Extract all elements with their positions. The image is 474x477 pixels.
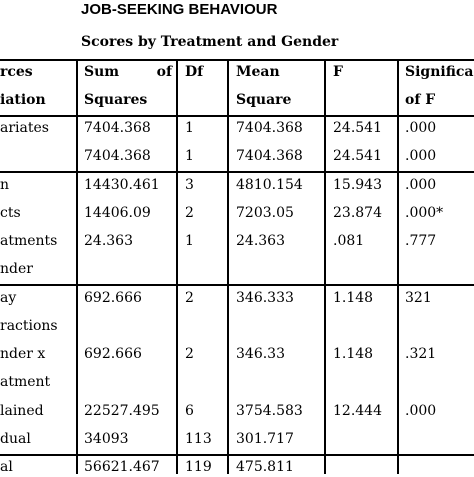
- cell-sig: .000*: [405, 205, 444, 221]
- column-rule: [227, 59, 229, 474]
- cell-mean: 24.363: [236, 233, 285, 249]
- table-title: JOB-SEEKING BEHAVIOUR: [81, 1, 278, 18]
- header-signif-line2: of F: [405, 92, 436, 108]
- cell-mean: 7203.05: [236, 205, 294, 221]
- table-rule: [0, 454, 474, 456]
- cell-sum: 24.363: [84, 233, 133, 249]
- cell-df: 2: [185, 346, 194, 362]
- cell-sum: 34093: [84, 431, 129, 447]
- cell-sig: .000: [405, 177, 437, 193]
- cell-mean: 7404.368: [236, 148, 303, 164]
- cell-f: 1.148: [333, 290, 374, 306]
- cell-sum: 7404.368: [84, 120, 151, 136]
- cell-sum: 14430.461: [84, 177, 160, 193]
- cell-df: 1: [185, 120, 194, 136]
- cell-f: 24.541: [333, 148, 382, 164]
- cell-sum: 692.666: [84, 346, 142, 362]
- cell-mean: 346.33: [236, 346, 285, 362]
- cell-source: dual: [0, 431, 31, 447]
- cell-f: 12.444: [333, 403, 382, 419]
- cell-mean: 4810.154: [236, 177, 303, 193]
- column-rule: [324, 59, 326, 474]
- cell-source: lained: [0, 403, 44, 419]
- cell-sig: .000: [405, 120, 437, 136]
- table-rule: [0, 171, 474, 173]
- cell-sig: .000: [405, 148, 437, 164]
- cell-source: ay: [0, 290, 17, 306]
- cell-sum: 692.666: [84, 290, 142, 306]
- table-subtitle: Scores by Treatment and Gender: [81, 34, 339, 50]
- cell-df: 1: [185, 233, 194, 249]
- cell-mean: 3754.583: [236, 403, 303, 419]
- cell-mean: 301.717: [236, 431, 294, 447]
- cell-source: atments: [0, 233, 58, 249]
- cell-sig: .777: [405, 233, 437, 249]
- cell-f: 23.874: [333, 205, 382, 221]
- header-sum-line2: Squares: [84, 92, 148, 108]
- cell-df: 2: [185, 290, 194, 306]
- cell-source: al: [0, 459, 13, 475]
- header-mean-line2: Square: [236, 92, 292, 108]
- cell-source: cts: [0, 205, 21, 221]
- cell-df: 2: [185, 205, 194, 221]
- cell-sum: 7404.368: [84, 148, 151, 164]
- cell-source: nder x: [0, 346, 46, 362]
- header-f: F: [333, 64, 343, 80]
- cell-source: nder: [0, 261, 33, 277]
- cell-source: ariates: [0, 120, 49, 136]
- cell-mean: 346.333: [236, 290, 294, 306]
- cell-f: 1.148: [333, 346, 374, 362]
- header-mean-line1: Mean: [236, 64, 280, 80]
- column-rule: [397, 59, 399, 474]
- cell-df: 6: [185, 403, 194, 419]
- cell-source: ractions: [0, 318, 58, 334]
- cell-sig: .321: [405, 346, 437, 362]
- column-rule: [176, 59, 178, 474]
- cell-mean: 7404.368: [236, 120, 303, 136]
- cell-f: .081: [333, 233, 365, 249]
- cell-source: n: [0, 177, 10, 193]
- cell-sig: 321: [405, 290, 432, 306]
- cell-df: 1: [185, 148, 194, 164]
- cell-df: 119: [185, 459, 212, 475]
- cell-mean: 475.811: [236, 459, 294, 475]
- column-rule: [76, 59, 78, 474]
- table-rule: [0, 59, 474, 61]
- header-source-line1: rces: [0, 64, 33, 80]
- header-df: Df: [185, 64, 204, 80]
- cell-sum: 56621.467: [84, 459, 160, 475]
- cell-df: 113: [185, 431, 212, 447]
- cell-f: 24.541: [333, 120, 382, 136]
- cell-df: 3: [185, 177, 194, 193]
- header-sum-line1: [84, 62, 172, 82]
- cell-source: atment: [0, 374, 51, 390]
- table-rule: [0, 284, 474, 286]
- cell-sum: 22527.495: [84, 403, 160, 419]
- cell-sig: .000: [405, 403, 437, 419]
- table-rule: [0, 115, 474, 117]
- cell-sum: 14406.09: [84, 205, 151, 221]
- anova-table: [0, 59, 474, 474]
- header-of-word: of: [156, 64, 172, 80]
- header-sum-word: Sum: [84, 64, 120, 80]
- header-signif-line1: Significa: [405, 64, 474, 80]
- cell-f: 15.943: [333, 177, 382, 193]
- header-source-line2: iation: [0, 92, 46, 108]
